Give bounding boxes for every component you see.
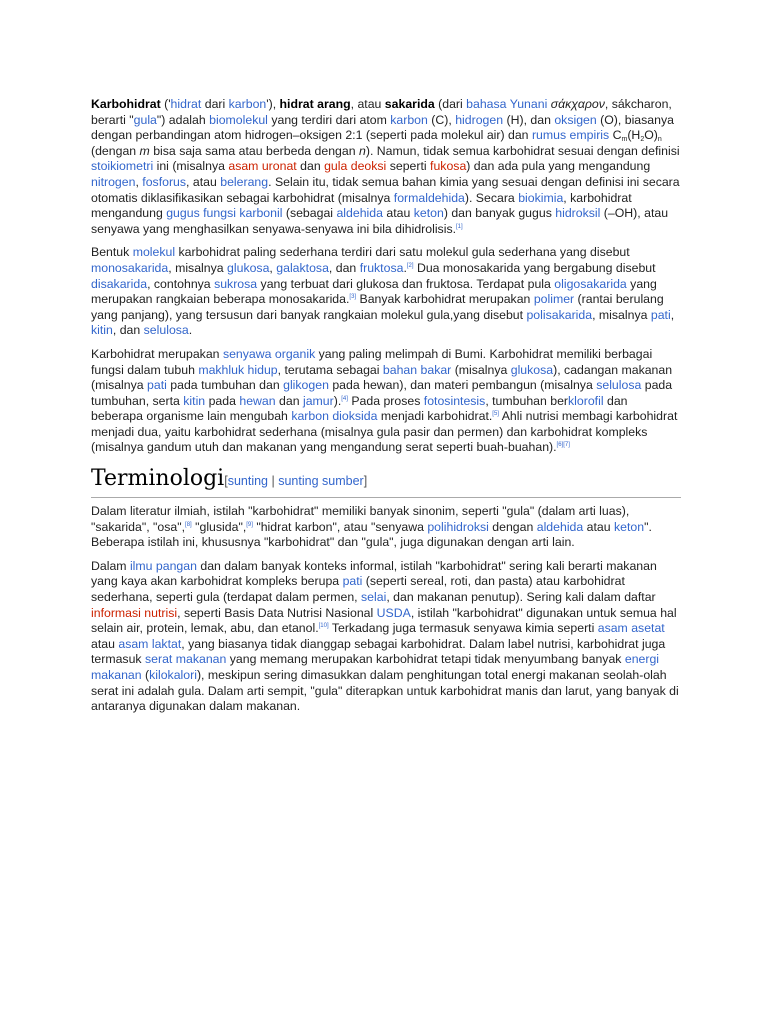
link-ilmu-pangan[interactable]: ilmu pangan <box>129 558 197 573</box>
link-monosakarida[interactable]: monosakarida <box>91 260 169 275</box>
link-molekul[interactable]: molekul <box>132 245 176 260</box>
link-belerang[interactable]: belerang <box>220 174 269 189</box>
link-keton-2[interactable]: keton <box>614 519 645 534</box>
link-oligosakarida[interactable]: oligosakarida <box>554 276 627 291</box>
reference-8[interactable]: [8] <box>185 521 192 528</box>
link-hidroksil[interactable]: hidroksil <box>555 206 601 221</box>
reference-1[interactable]: [1] <box>456 223 463 230</box>
link-asam-laktat[interactable]: asam laktat <box>118 636 182 651</box>
paragraph-intro: Karbohidrat ('hidrat dari karbon'), hidrat arang, atau sakarida (dari bahasa Yunani σάκχαρον, sákcharon, berarti "gula") adalah biomolekul yang terdiri dari atom karbon (C), hidrogen (H), dan oksigen (O), biasanya dengan perbandingan atom hidrogen–oksigen 2:1 (seperti pada molekul air) dan rumus empiris $C_m(H_2O)_n$ (dengan m bisa saja sama atau berbeda dengan n). Namun, tidak semua karbohidrat sesuai dengan definisi stoikiometri ini (misalnya asam uronat dan gula deoksi seperti fukosa) dan ada pula yang mengandung nitrogen, fosforus, atau belerang. Selain itu, tidak semua bahan kimia yang sesuai dengan definisi ini secara otomatis diklasifikasikan sebagai karbohidrat (misalnya formaldehida). Secara biokimia, karbohidrat mengandung gugus fungsi karbonil (sebagai aldehida atau keton) dan banyak gugus hidroksil (–OH), atau senyawa yang menghasilkan senyawa-senyawa ini bila dihidrolisis.[1] <box>91 97 680 236</box>
greek-word: σάκχαρον <box>550 97 605 111</box>
reference-9[interactable]: [9] <box>246 521 253 528</box>
link-fotosintesis[interactable]: fotosintesis <box>423 393 486 408</box>
reference-4[interactable]: [4] <box>341 395 348 402</box>
link-polihidroksi[interactable]: polihidroksi <box>427 519 489 534</box>
edit-source-link[interactable]: sunting sumber <box>278 474 364 489</box>
reference-6-7[interactable]: [6][7] <box>556 442 570 449</box>
link-polisakarida[interactable]: polisakarida <box>526 307 593 322</box>
link-energi-makanan[interactable]: energi makanan <box>91 652 660 682</box>
link-gugus-fungsi-karbonil[interactable]: gugus fungsi karbonil <box>166 206 283 221</box>
link-fukosa[interactable]: fukosa <box>430 159 467 174</box>
link-disakarida[interactable]: disakarida <box>91 276 148 291</box>
link-bahan-bakar[interactable]: bahan bakar <box>382 362 452 377</box>
link-stoikiometri[interactable]: stoikiometri <box>91 159 154 174</box>
link-pati-3[interactable]: pati <box>342 574 363 589</box>
link-selulosa[interactable]: selulosa <box>143 323 189 338</box>
link-galaktosa[interactable]: galaktosa <box>276 260 329 275</box>
link-hewan[interactable]: hewan <box>239 393 276 408</box>
link-gula-deoksi[interactable]: gula deoksi <box>324 159 387 174</box>
term-karbohidrat: Karbohidrat <box>91 97 161 111</box>
link-fruktosa[interactable]: fruktosa <box>359 260 404 275</box>
link-sukrosa[interactable]: sukrosa <box>214 276 258 291</box>
section-heading-terminologi <box>91 464 681 498</box>
link-kitin[interactable]: kitin <box>91 323 113 338</box>
link-aldehida[interactable]: aldehida <box>336 206 383 221</box>
link-kilokalori[interactable]: kilokalori <box>149 668 197 682</box>
link-formaldehida[interactable]: formaldehida <box>393 190 465 205</box>
link-gula[interactable]: gula <box>133 112 157 127</box>
link-hidrogen[interactable]: hidrogen <box>455 112 504 127</box>
edit-section-links: [sunting | sunting sumber] <box>224 474 368 489</box>
reference-10[interactable]: [10] <box>318 623 329 630</box>
link-keton[interactable]: keton <box>413 206 444 221</box>
link-senyawa-organik[interactable]: senyawa organik <box>222 346 316 361</box>
paragraph-sinonim: Dalam literatur ilmiah, istilah "karbohidrat" memiliki banyak sinonim, seperti "gula" (dalam arti luas), "sakarida", "osa",[8] "glusida",[9] "hidrat karbon", atau "senyawa polihidroksi dengan aldehida atau keton". Beberapa istilah ini, khususnya "karbohidrat" dan "gula", juga digunakan dengan arti lain. <box>91 504 652 550</box>
section-title: Terminologi <box>91 466 225 492</box>
reference-2[interactable]: [2] <box>406 262 414 269</box>
link-glikogen[interactable]: glikogen <box>283 378 329 393</box>
link-karbon-dioksida[interactable]: karbon dioksida <box>291 409 378 424</box>
term-hidrat-arang: hidrat arang <box>279 97 351 111</box>
link-nitrogen[interactable]: nitrogen <box>91 174 136 189</box>
link-rumus-empiris[interactable]: rumus empiris <box>531 128 610 143</box>
paragraph-fungsi: Karbohidrat merupakan senyawa organik yang paling melimpah di Bumi. Karbohidrat memiliki berbagai fungsi dalam tubuh makhluk hidup, terutama sebagai bahan bakar (misalnya glukosa), cadangan makanan (misalnya pati pada tumbuhan dan glikogen pada hewan), dan materi pembangun (misalnya selulosa pada tumbuhan, serta kitin pada hewan dan jamur).[4] Pada proses fotosintesis, tumbuhan berklorofil dan beberapa organisme lain mengubah karbon dioksida menjadi karbohidrat.[5] Ahli nutrisi membagi karbohidrat menjadi dua, yaitu karbohidrat sederhana (misalnya gula pasir dan permen) dan karbohidrat kompleks (misalnya gandum utuh dan makanan yang mengandung serat seperti buah-buahan).[6][7] <box>91 346 678 455</box>
link-serat-makanan[interactable]: serat makanan <box>145 652 227 667</box>
link-jamur[interactable]: jamur <box>302 393 334 408</box>
link-pati-2[interactable]: pati <box>147 378 167 393</box>
link-informasi-nutrisi[interactable]: informasi nutrisi <box>91 605 178 620</box>
term-sakarida: sakarida <box>384 97 435 111</box>
link-oksigen[interactable]: oksigen <box>554 112 597 127</box>
link-hidrat[interactable]: hidrat <box>170 97 202 111</box>
link-glukosa-2[interactable]: glukosa <box>510 362 554 377</box>
link-asam-asetat[interactable]: asam asetat <box>597 621 665 636</box>
link-biokimia[interactable]: biokimia <box>518 190 564 205</box>
article-body <box>91 97 681 723</box>
link-selulosa-2[interactable]: selulosa <box>596 378 642 393</box>
link-biomolekul[interactable]: biomolekul <box>209 112 268 127</box>
link-asam-uronat[interactable]: asam uronat <box>228 159 297 174</box>
link-usda[interactable]: USDA <box>376 605 411 620</box>
edit-link[interactable]: sunting <box>227 474 269 489</box>
link-aldehida-2[interactable]: aldehida <box>536 519 584 534</box>
paragraph-ilmu-pangan: Dalam ilmu pangan dan dalam banyak konteks informal, istilah "karbohidrat" sering kali berarti makanan yang kaya akan karbohidrat kompleks berupa pati (seperti sereal, roti, dan pasta) atau karbohidrat sederhana, seperti gula (terdapat dalam permen, selai, dan makanan penutup). Sering kali dalam daftar informasi nutrisi, seperti Basis Data Nutrisi Nasional USDA, istilah "karbohidrat" digunakan untuk semua hal selain air, protein, lemak, abu, dan etanol.[10] Terkadang juga termasuk senyawa kimia seperti asam asetat atau asam laktat, yang biasanya tidak dianggap sebagai karbohidrat. Dalam label nutrisi, karbohidrat juga termasuk serat makanan yang memang merupakan karbohidrat tetapi tidak menyumbang banyak energi makanan (kilokalori), meskipun sering dimasukkan dalam penghitungan total energi makanan seolah-olah serat ini adalah gula. Dalam arti sempit, "gula" diterapkan untuk karbohidrat manis dan larut, yang banyak di antaranya digunakan dalam makanan. <box>91 558 679 714</box>
reference-5[interactable]: [5] <box>492 411 499 418</box>
link-klorofil[interactable]: klorofil <box>568 393 604 408</box>
reference-3[interactable]: [3] <box>349 294 357 301</box>
link-polimer[interactable]: polimer <box>533 292 575 307</box>
paragraph-bentuk: Bentuk molekul karbohidrat paling sederhana terdiri dari satu molekul gula sederhana yang disebut monosakarida, misalnya glukosa, galaktosa, dan fruktosa.[2] Dua monosakarida yang bergabung disebut disakarida, contohnya sukrosa yang terbuat dari glukosa dan fruktosa. Terdapat pula oligosakarida yang merupakan rangkaian beberapa monosakarida.[3] Banyak karbohidrat merupakan polimer (rantai berulang yang panjang), yang tersusun dari banyak rangkaian molekul gula,yang disebut polisakarida, misalnya pati, kitin, dan selulosa. <box>91 245 675 338</box>
link-fosforus[interactable]: fosforus <box>142 174 187 189</box>
link-bahasa-yunani[interactable]: bahasa Yunani <box>466 97 548 111</box>
link-selai[interactable]: selai <box>361 590 387 605</box>
link-makhluk-hidup[interactable]: makhluk hidup <box>198 362 278 377</box>
link-glukosa[interactable]: glukosa <box>227 260 270 275</box>
link-karbon[interactable]: karbon <box>228 97 267 111</box>
link-pati[interactable]: pati <box>650 307 671 322</box>
link-kitin-2[interactable]: kitin <box>183 393 206 408</box>
link-karbon-atom[interactable]: karbon <box>390 112 428 127</box>
